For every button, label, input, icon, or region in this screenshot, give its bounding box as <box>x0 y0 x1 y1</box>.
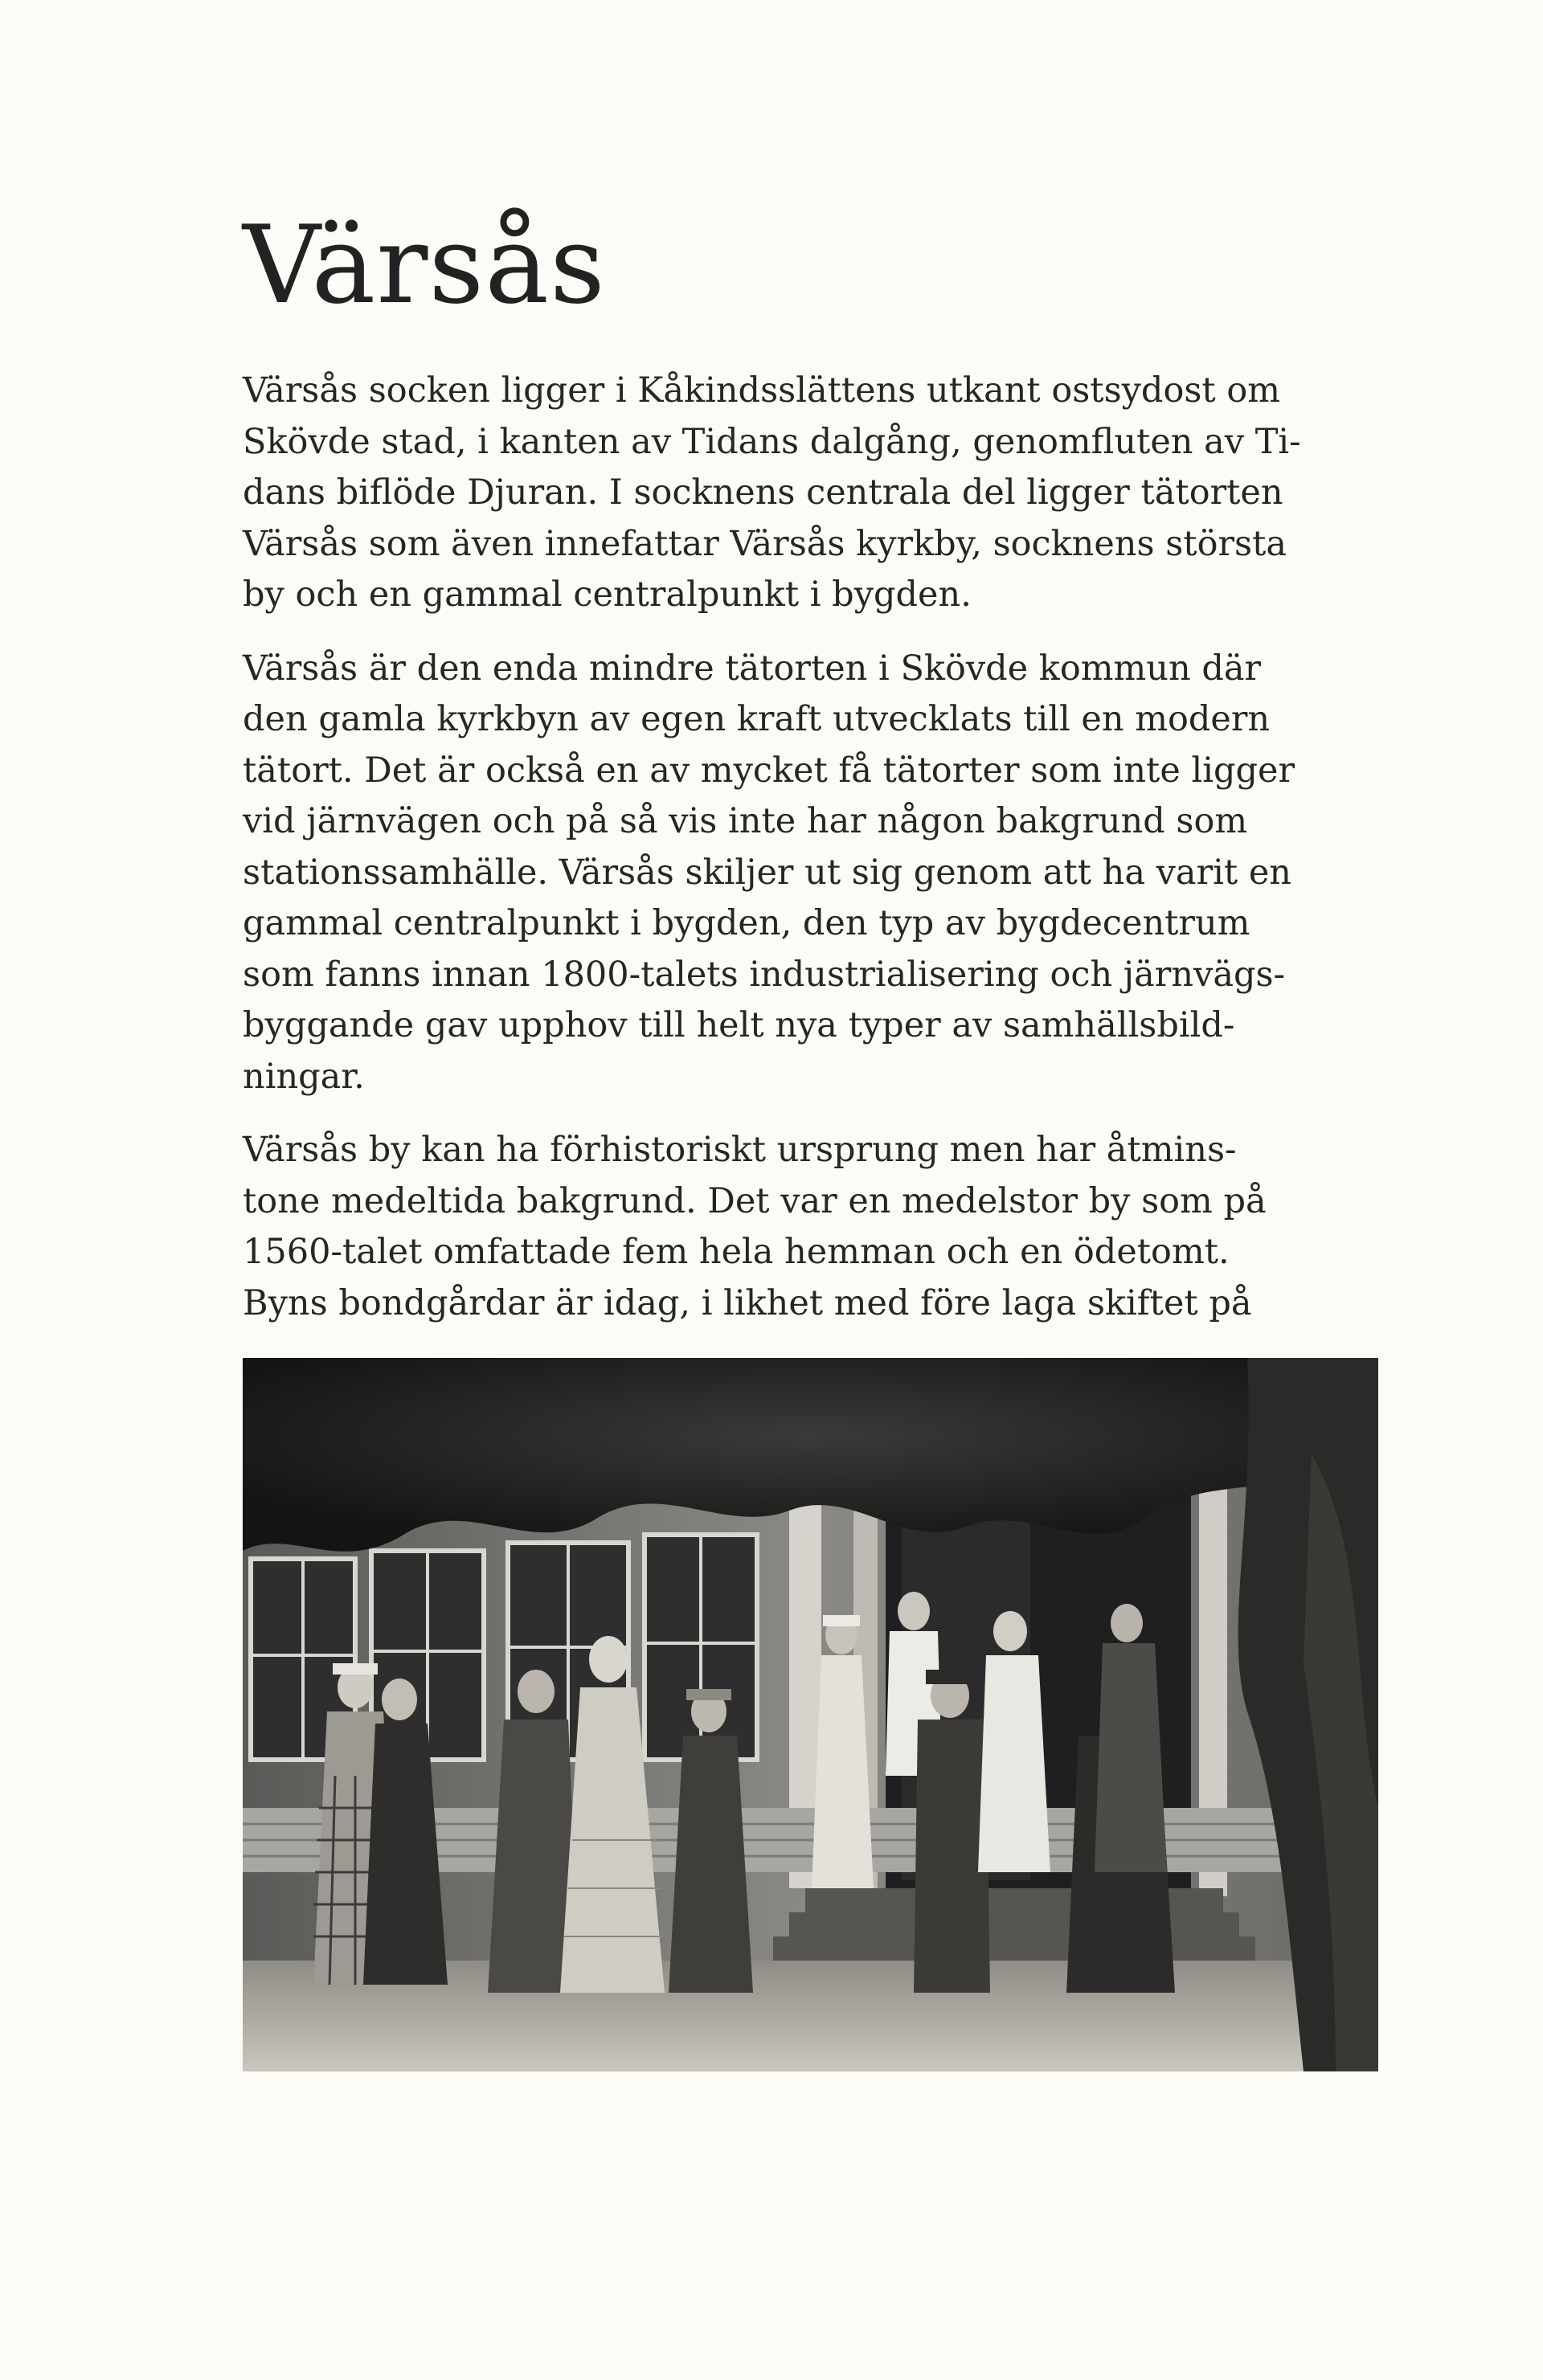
historic-photo-icon <box>243 1358 1378 2071</box>
paragraph-2 <box>243 644 1364 1103</box>
text-line: Värsås är den enda mindre tätorten i Skövde kommun där <box>243 648 1262 689</box>
text-line: Byns bondgårdar är idag, i likhet med före laga skiftet på <box>243 1282 1252 1323</box>
text-line: Värsås by kan ha förhistoriskt ursprung men har åtmins- <box>243 1130 1237 1170</box>
paragraph-3 <box>243 1125 1364 1329</box>
text-line: 1560-talet omfattade fem hela hemman och en ödetomt. <box>243 1232 1230 1272</box>
text-line: Skövde stad, i kanten av Tidans dalgång, genomfluten av Ti- <box>243 421 1301 462</box>
text-line: byggande gav upphov till helt nya typer av samhällsbild- <box>243 1005 1235 1045</box>
text-line: by och en gammal centralpunkt i bygden. <box>243 575 972 615</box>
text-line: Värsås socken ligger i Kåkindsslättens utkant ostsydost om <box>243 370 1281 411</box>
text-line: gammal centralpunkt i bygden, den typ av bygdecentrum <box>243 903 1250 943</box>
text-line: vid järnvägen och på så vis inte har någon bakgrund som <box>243 801 1248 841</box>
text-line: Värsås som även innefattar Värsås kyrkby, socknens största <box>243 523 1287 564</box>
body-text <box>243 366 1364 1352</box>
text-line: dans biflöde Djuran. I socknens centrala del ligger tätorten <box>243 472 1283 513</box>
text-line: stationssamhälle. Värsås skiljer ut sig genom att ha varit en <box>243 852 1291 893</box>
text-line: som fanns innan 1800-talets industrialisering och järnvägs- <box>243 954 1286 995</box>
historic-photo <box>243 1358 1378 2071</box>
page-title: Värsås <box>243 202 606 328</box>
text-line: ningar. <box>243 1056 365 1097</box>
paragraph-1 <box>243 366 1364 621</box>
text-line: den gamla kyrkbyn av egen kraft utvecklats till en modern <box>243 699 1271 739</box>
text-line: tätort. Det är också en av mycket få tätorter som inte ligger <box>243 750 1295 791</box>
text-line: tone medeltida bakgrund. Det var en medelstor by som på <box>243 1180 1267 1221</box>
